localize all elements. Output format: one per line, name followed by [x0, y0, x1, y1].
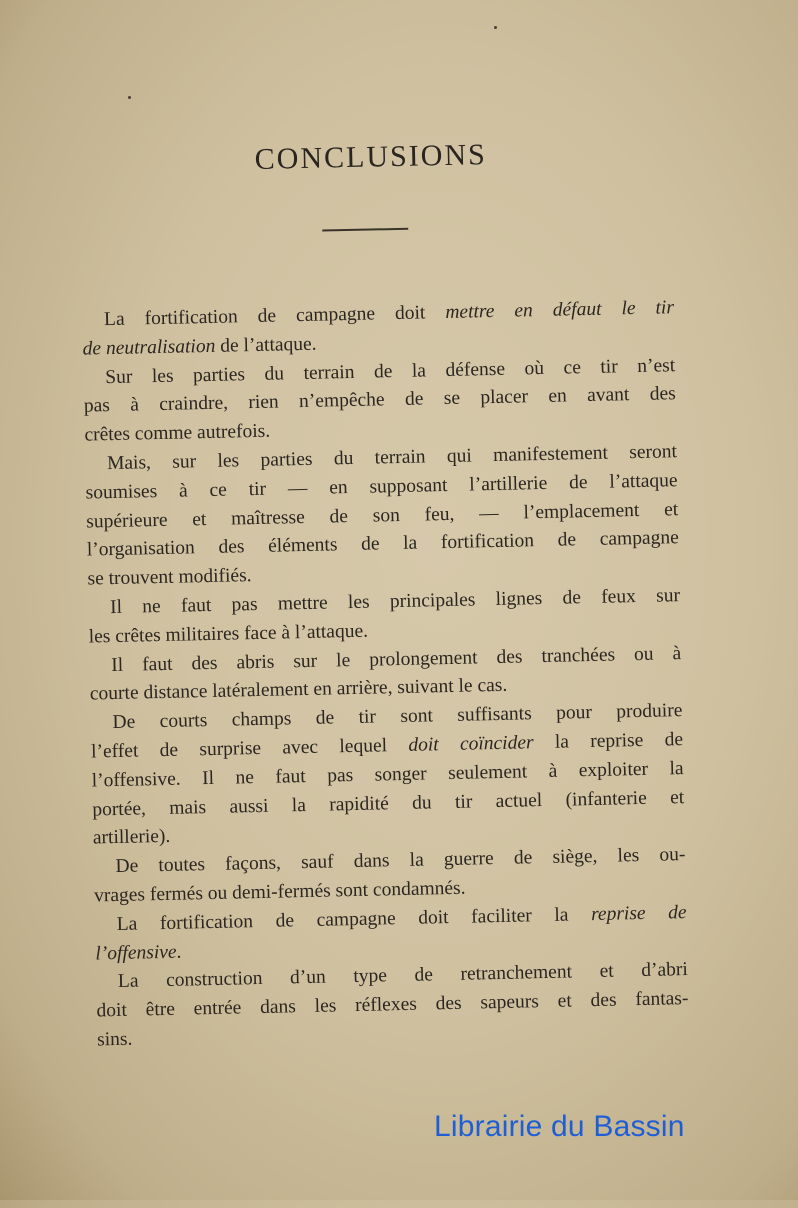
- text-segment: supérieure et maîtresse de son feu, — l’emplacement et: [86, 498, 679, 533]
- text-segment: Il faut des abris sur le prolongement des tranchées ou à: [111, 642, 682, 676]
- text-segment: soumises à ce tir — en supposant l’artillerie de l’attaque: [85, 469, 678, 504]
- text-segment: De courts champs de tir sont suffisants pour produire: [112, 700, 683, 734]
- italic-text: mettre en défaut le tir: [445, 297, 675, 323]
- speck: [128, 96, 131, 99]
- text-segment: La fortification de campagne doit: [103, 301, 446, 331]
- paragraph: [90, 697, 685, 853]
- text-segment: doit être entrée dans les réflexes des sapeurs et des fantas-: [96, 988, 689, 1022]
- text-segment: La fortification de campagne doit faciliter la: [116, 903, 592, 935]
- speck: [494, 26, 497, 29]
- italic-text: l’offensive: [95, 941, 177, 964]
- text-segment: .: [176, 941, 182, 963]
- text-segment: De toutes façons, sauf dans la guerre de siège, les ou-: [115, 844, 686, 878]
- text-segment: les crêtes militaires face à l’attaque.: [88, 620, 369, 648]
- watermark: Librairie du Bassin: [434, 1110, 685, 1143]
- text-segment: courte distance latéralement en arrière, suivant le cas.: [89, 675, 508, 705]
- text-segment: vrages fermés ou demi-fermés sont condamnés.: [93, 877, 466, 907]
- text-segment: Il ne faut pas mettre les principales lignes de feux sur: [109, 585, 681, 619]
- text-segment: Sur les parties du terrain de la défense où ce tir n’est: [105, 354, 676, 388]
- text-segment: l’organisation des éléments de la fortification de campagne: [86, 527, 679, 561]
- text-segment: de l’attaque.: [215, 333, 317, 357]
- title-divider: [322, 228, 408, 232]
- text-segment: pas à craindre, rien n’empêche de se placer en avant des: [83, 383, 676, 417]
- paragraph: [96, 956, 690, 1055]
- page-title: CONCLUSIONS: [254, 138, 488, 176]
- italic-text: doit coïncider: [408, 732, 534, 756]
- text-segment: La construction d’un type de retranchement et d’abri: [117, 959, 689, 993]
- text-segment: se trouvent modifiés.: [87, 565, 252, 590]
- text-segment: la reprise de: [533, 729, 684, 754]
- text-segment: l’offensive. Il ne faut pas songer seulement à exploiter la: [91, 757, 684, 792]
- italic-text: reprise de: [590, 901, 687, 925]
- text-segment: crêtes comme autrefois.: [84, 420, 271, 446]
- body-text: [82, 294, 690, 1055]
- text-segment: Mais, sur les parties du terrain qui manifestement seront: [106, 441, 678, 475]
- paragraph: [83, 352, 677, 451]
- italic-text: de neutralisation: [82, 335, 216, 360]
- text-segment: portée, mais aussi la rapidité du tir actuel (infanterie et: [92, 786, 685, 821]
- paragraph: [85, 438, 680, 594]
- text-segment: artillerie).: [92, 826, 171, 849]
- text-segment: sins.: [96, 1028, 133, 1051]
- text-segment: l’effet de surprise avec lequel: [90, 734, 409, 763]
